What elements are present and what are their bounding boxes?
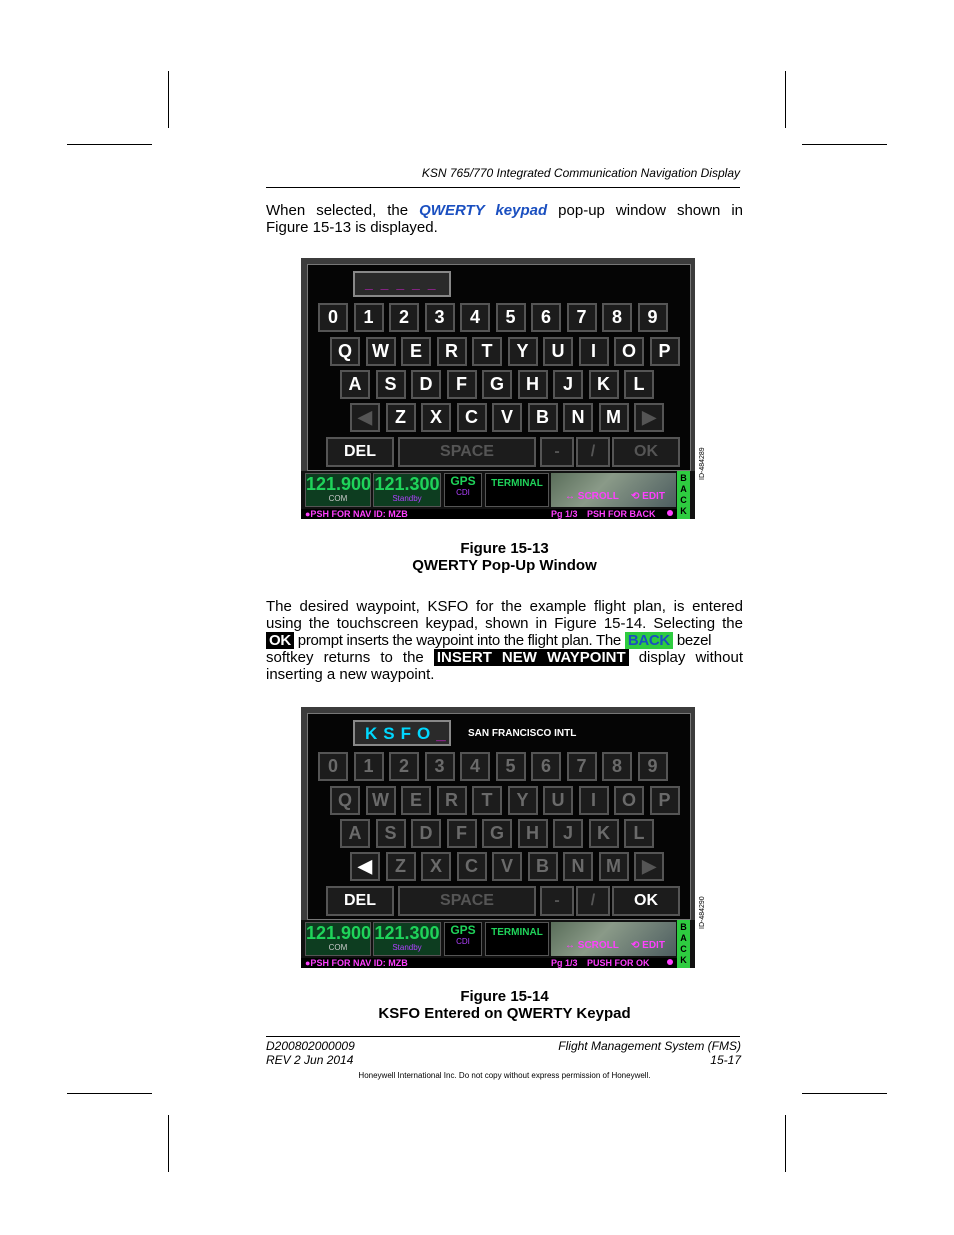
nav-prompt: ●PSH FOR NAV ID: MZB: [305, 509, 408, 519]
key-i[interactable]: I: [579, 786, 609, 815]
space-key[interactable]: SPACE: [398, 886, 536, 916]
ksfo-keypad-window: [301, 707, 706, 968]
key-k[interactable]: K: [589, 819, 619, 848]
standby-frequency: 121.300: [374, 923, 440, 943]
key-v[interactable]: V: [492, 403, 522, 432]
para-text: bezel: [672, 632, 712, 649]
key-n[interactable]: N: [563, 403, 593, 432]
gps-label: GPS: [450, 923, 476, 937]
gps-cdi-box[interactable]: [444, 473, 482, 507]
key-o[interactable]: O: [614, 337, 644, 366]
key-a[interactable]: A: [340, 370, 370, 399]
figure-title: KSFO Entered on QWERTY Keypad: [378, 1005, 631, 1022]
crop-mark: [802, 1093, 887, 1094]
crop-mark: [802, 144, 887, 145]
key-g[interactable]: G: [482, 819, 512, 848]
del-key[interactable]: DEL: [326, 437, 394, 467]
com-label: COM: [328, 943, 348, 952]
keypad-screen: [307, 264, 691, 471]
qwerty-popup-window: [301, 258, 706, 519]
edit-label: ⟲ EDIT: [631, 491, 665, 502]
key-m[interactable]: M: [599, 403, 629, 432]
key-h[interactable]: H: [518, 819, 548, 848]
key-r[interactable]: R: [437, 337, 467, 366]
key-4[interactable]: 4: [460, 303, 490, 332]
key-9[interactable]: 9: [638, 752, 668, 781]
doc-number: D200802000009: [266, 1039, 355, 1053]
com-frequency: 121.900: [306, 923, 372, 943]
back-softkey[interactable]: B A C K: [677, 471, 690, 519]
back-tag: BACK: [625, 632, 673, 649]
status-strip: [301, 920, 695, 968]
right-arrow-key[interactable]: ▶: [634, 852, 664, 881]
entry-field[interactable]: [353, 720, 451, 746]
para-text: When selected, the: [266, 202, 420, 219]
key-3[interactable]: 3: [425, 752, 455, 781]
key-e[interactable]: E: [401, 786, 431, 815]
key-x[interactable]: X: [421, 852, 451, 881]
slash-key[interactable]: /: [576, 437, 610, 467]
waypoint-paragraph: [266, 598, 743, 683]
prompt-bar: [301, 958, 677, 968]
key-6[interactable]: 6: [531, 752, 561, 781]
key-z[interactable]: Z: [386, 403, 416, 432]
key-h[interactable]: H: [518, 370, 548, 399]
key-f[interactable]: F: [447, 819, 477, 848]
key-0[interactable]: 0: [318, 303, 348, 332]
standby-label: Standby: [392, 494, 422, 503]
airport-name: SAN FRANCISCO INTL: [468, 728, 577, 739]
key-y[interactable]: Y: [508, 337, 538, 366]
entry-cursor: _: [436, 724, 452, 743]
status-strip: [301, 471, 695, 519]
page-number: 15-17: [710, 1053, 741, 1067]
page-indicator: Pg 1/3: [551, 958, 578, 968]
figure-caption: [266, 540, 743, 574]
header-rule: [266, 187, 740, 188]
figure-number: Figure 15-13: [460, 540, 549, 557]
ok-tag: OK: [266, 632, 294, 649]
key-4[interactable]: 4: [460, 752, 490, 781]
ok-key[interactable]: OK: [612, 437, 680, 467]
key-c[interactable]: C: [457, 852, 487, 881]
com-frequency-box[interactable]: [305, 473, 371, 507]
key-x[interactable]: X: [421, 403, 451, 432]
para-text: softkey returns to the: [266, 649, 434, 666]
figure-caption: [266, 988, 743, 1022]
left-arrow-key[interactable]: ◀: [350, 403, 380, 432]
key-l[interactable]: L: [624, 819, 654, 848]
key-7[interactable]: 7: [567, 752, 597, 781]
standby-frequency: 121.300: [374, 474, 440, 494]
key-j[interactable]: J: [553, 370, 583, 399]
crop-mark: [67, 144, 152, 145]
key-e[interactable]: E: [401, 337, 431, 366]
key-5[interactable]: 5: [496, 752, 526, 781]
para-text: display without: [628, 649, 743, 666]
key-6[interactable]: 6: [531, 303, 561, 332]
minus-key[interactable]: -: [540, 437, 574, 467]
key-r[interactable]: R: [437, 786, 467, 815]
key-s[interactable]: S: [376, 819, 406, 848]
key-n[interactable]: N: [563, 852, 593, 881]
key-j[interactable]: J: [553, 819, 583, 848]
key-t[interactable]: T: [472, 337, 502, 366]
section-title: Flight Management System (FMS): [558, 1039, 741, 1053]
key-t[interactable]: T: [472, 786, 502, 815]
running-header: KSN 765/770 Integrated Communication Navigation Display: [421, 166, 740, 180]
terminal-label: TERMINAL: [485, 473, 549, 507]
push-prompt: PSH FOR BACK: [587, 509, 656, 519]
key-z[interactable]: Z: [386, 852, 416, 881]
edit-label: ⟲ EDIT: [631, 940, 665, 951]
prompt-dot-icon: [667, 510, 673, 516]
para-text: inserting a new waypoint.: [266, 666, 435, 683]
key-o[interactable]: O: [614, 786, 644, 815]
left-arrow-key[interactable]: ◀: [350, 852, 380, 881]
figure-id: ID-484290: [699, 896, 706, 929]
para-text: pop-up window shown in: [547, 202, 744, 219]
key-v[interactable]: V: [492, 852, 522, 881]
key-a[interactable]: A: [340, 819, 370, 848]
key-u[interactable]: U: [543, 337, 573, 366]
key-f[interactable]: F: [447, 370, 477, 399]
key-d[interactable]: D: [411, 370, 441, 399]
cdi-label: CDI: [456, 937, 470, 946]
back-softkey[interactable]: B A C K: [677, 920, 690, 968]
crop-mark: [168, 71, 169, 128]
key-2[interactable]: 2: [389, 752, 419, 781]
para-text: The desired waypoint, KSFO for the example flight plan, is entered: [266, 598, 743, 615]
nav-prompt: ●PSH FOR NAV ID: MZB: [305, 958, 408, 968]
gps-label: GPS: [450, 474, 476, 488]
gps-cdi-box[interactable]: [444, 922, 482, 956]
push-prompt: PUSH FOR OK: [587, 958, 650, 968]
key-b[interactable]: B: [528, 852, 558, 881]
prompt-dot-icon: [667, 959, 673, 965]
key-i[interactable]: I: [579, 337, 609, 366]
key-d[interactable]: D: [411, 819, 441, 848]
scroll-label: ↔ SCROLL: [565, 940, 619, 951]
key-y[interactable]: Y: [508, 786, 538, 815]
key-3[interactable]: 3: [425, 303, 455, 332]
standby-frequency-box[interactable]: [373, 922, 441, 956]
para-text: using the touchscreen keypad, shown in Figure 15-14. Selecting the: [266, 615, 743, 632]
keypad-screen: [307, 713, 691, 920]
crop-mark: [168, 1115, 169, 1172]
prompt-bar: [301, 509, 677, 519]
key-p[interactable]: P: [650, 337, 680, 366]
map-thumbnail[interactable]: [551, 473, 676, 507]
footer-rule: [266, 1036, 740, 1037]
standby-frequency-box[interactable]: [373, 473, 441, 507]
entry-text: KSFO: [365, 724, 437, 743]
key-s[interactable]: S: [376, 370, 406, 399]
key-1[interactable]: 1: [354, 752, 384, 781]
key-7[interactable]: 7: [567, 303, 597, 332]
page-indicator: Pg 1/3: [551, 509, 578, 519]
minus-key[interactable]: -: [540, 886, 574, 916]
crop-mark: [785, 71, 786, 128]
cdi-label: CDI: [456, 488, 470, 497]
ok-key[interactable]: OK: [612, 886, 680, 916]
crop-mark: [785, 1115, 786, 1172]
intro-paragraph: [266, 202, 743, 236]
key-g[interactable]: G: [482, 370, 512, 399]
qwerty-keypad-link: QWERTY keypad: [419, 202, 548, 219]
para-text: Figure 15-13 is displayed.: [266, 219, 438, 236]
copyright: Honeywell International Inc. Do not copy without express permission of Honeywell.: [358, 1071, 651, 1080]
key-b[interactable]: B: [528, 403, 558, 432]
com-frequency: 121.900: [306, 474, 372, 494]
standby-label: Standby: [392, 943, 422, 952]
com-frequency-box[interactable]: [305, 922, 371, 956]
key-k[interactable]: K: [589, 370, 619, 399]
figure-id: ID-484289: [699, 447, 706, 480]
key-c[interactable]: C: [457, 403, 487, 432]
com-label: COM: [328, 494, 348, 503]
key-u[interactable]: U: [543, 786, 573, 815]
key-0[interactable]: 0: [318, 752, 348, 781]
map-thumbnail[interactable]: [551, 922, 676, 956]
key-9[interactable]: 9: [638, 303, 668, 332]
entry-field[interactable]: _ _ _ _ _: [353, 271, 451, 297]
space-key[interactable]: SPACE: [398, 437, 536, 467]
key-l[interactable]: L: [624, 370, 654, 399]
key-p[interactable]: P: [650, 786, 680, 815]
key-m[interactable]: M: [599, 852, 629, 881]
del-key[interactable]: DEL: [326, 886, 394, 916]
key-2[interactable]: 2: [389, 303, 419, 332]
key-8[interactable]: 8: [602, 303, 632, 332]
figure-title: QWERTY Pop-Up Window: [412, 557, 597, 574]
slash-key[interactable]: /: [576, 886, 610, 916]
key-q[interactable]: Q: [330, 337, 360, 366]
key-8[interactable]: 8: [602, 752, 632, 781]
crop-mark: [67, 1093, 152, 1094]
key-1[interactable]: 1: [354, 303, 384, 332]
terminal-label: TERMINAL: [485, 922, 549, 956]
right-arrow-key[interactable]: ▶: [634, 403, 664, 432]
insert-waypoint-tag: INSERT NEW WAYPOINT: [434, 649, 629, 666]
revision: REV 2 Jun 2014: [266, 1053, 354, 1067]
figure-number: Figure 15-14: [460, 988, 549, 1005]
scroll-label: ↔ SCROLL: [565, 491, 619, 502]
key-w[interactable]: W: [366, 786, 396, 815]
key-5[interactable]: 5: [496, 303, 526, 332]
key-w[interactable]: W: [366, 337, 396, 366]
para-text: prompt inserts the waypoint into the flight plan. The: [293, 632, 625, 649]
key-q[interactable]: Q: [330, 786, 360, 815]
